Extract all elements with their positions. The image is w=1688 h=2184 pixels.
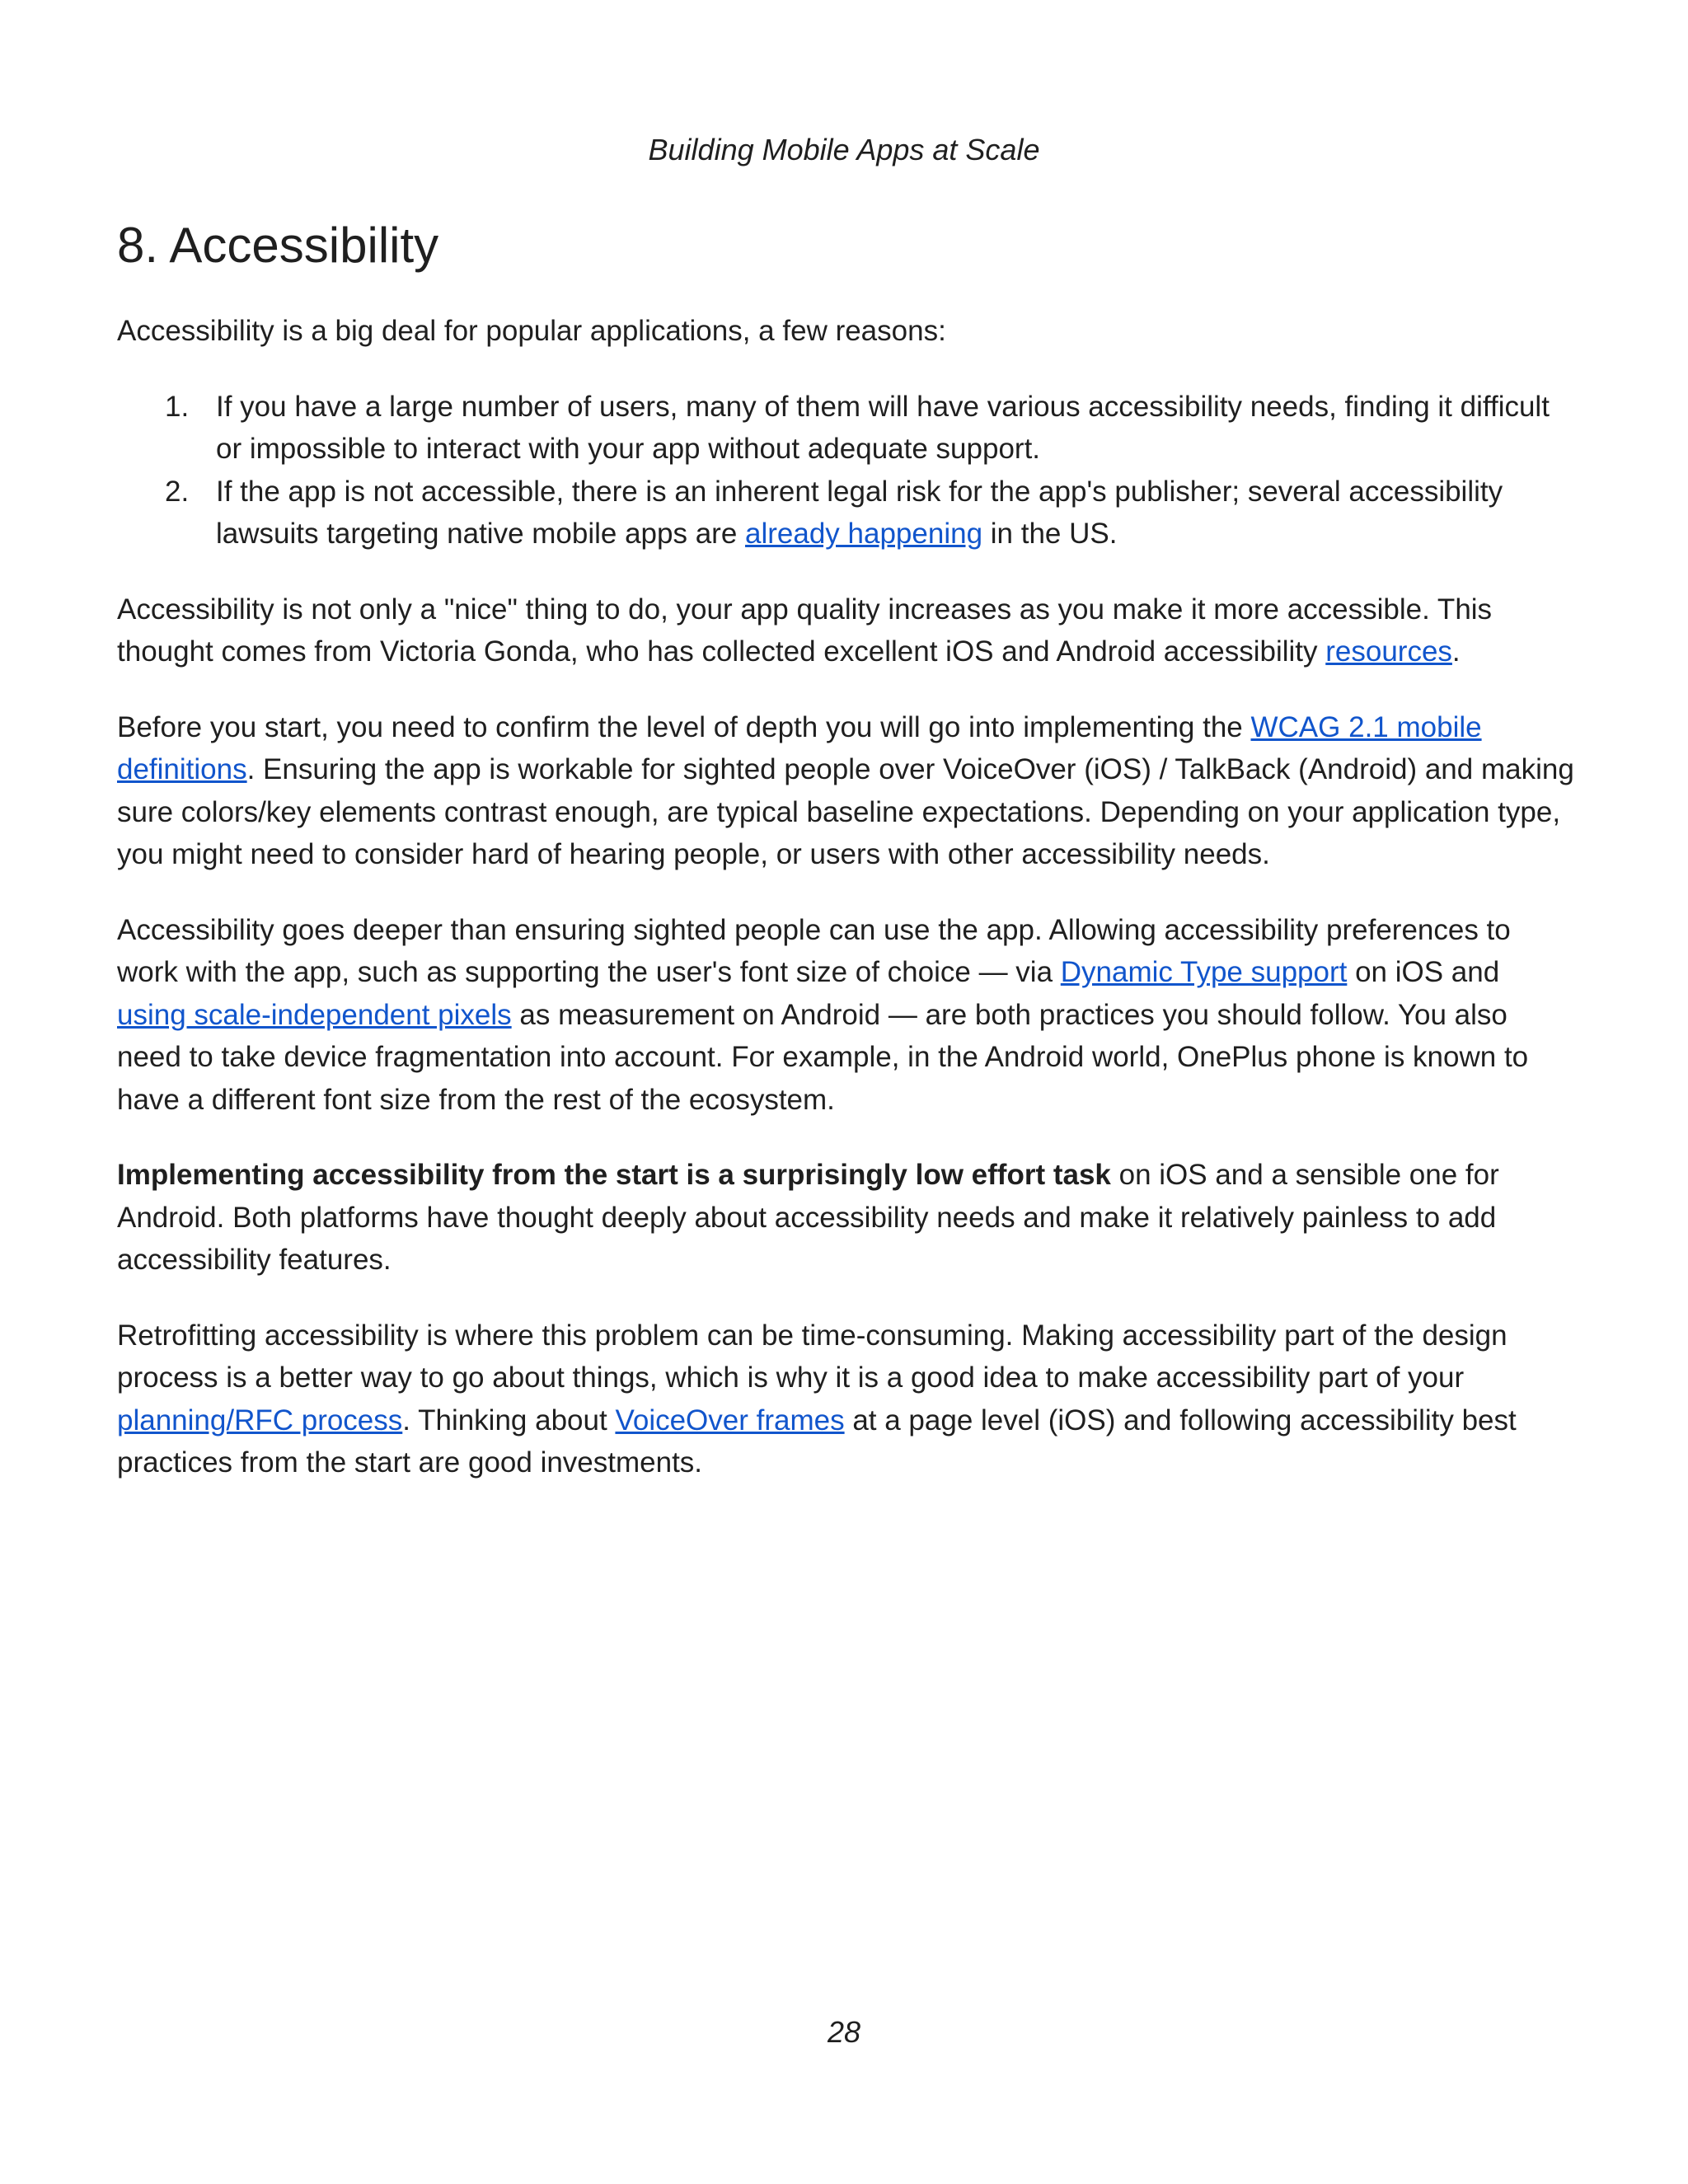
- paragraph-text: as measurement on Android — are both practices you should follow. You also need to take device fragmentation into account. For example, in the Android world, OnePlus phone is known to have a different font size from the rest of the ecosystem.: [117, 998, 1529, 1116]
- link-dynamic-type-support[interactable]: Dynamic Type support: [1060, 956, 1348, 988]
- link-already-happening[interactable]: already happening: [745, 518, 983, 550]
- chapter-title: 8. Accessibility: [117, 218, 439, 273]
- list-item-text: If the app is not accessible, there is an inherent legal risk for the app's publisher; several accessibility lawsuits targeting native mobile apps are: [216, 475, 1503, 550]
- link-wcag-definitions[interactable]: WCAG 2.1 mobile definitions: [117, 710, 1482, 785]
- paragraph-text: .: [1451, 635, 1461, 668]
- page-content: [117, 213, 1574, 1517]
- intro-paragraph: Accessibility is a big deal for popular applications, a few reasons:: [117, 315, 946, 347]
- paragraph-text: Retrofitting accessibility is where this problem can be time-consuming. Making accessibility part of the design process is a better way to go about things, which is why it is a good idea to make accessibility part of your: [117, 1319, 1507, 1394]
- paragraph-text: Before you start, you need to confirm the level of depth you will go into implementing the: [117, 710, 1251, 743]
- paragraph-bold-lead: Implementing accessibility from the start is a surprisingly low effort task: [117, 1159, 1111, 1191]
- paragraph-quality: [117, 588, 1574, 673]
- link-scale-independent-pixels[interactable]: using scale-independent pixels: [117, 998, 512, 1031]
- list-item-text: If you have a large number of users, many of them will have various accessibility needs, finding it difficult or impossible to interact with your app without adequate support.: [216, 390, 1550, 465]
- running-header: Building Mobile Apps at Scale: [648, 133, 1040, 166]
- paragraph-effort: [117, 1154, 1574, 1282]
- paragraph-text: . Thinking about: [402, 1404, 616, 1436]
- link-voiceover-frames[interactable]: VoiceOver frames: [615, 1404, 845, 1436]
- list-item: [117, 386, 1574, 471]
- paragraph-text: on iOS and: [1347, 956, 1500, 988]
- paragraph-text: on iOS and a sensible one for Android. Both platforms have thought deeply about accessibility needs and make it relatively painless to add accessibility features.: [117, 1159, 1499, 1276]
- paragraph-text: Accessibility is not only a "nice" thing to do, your app quality increases as you make it more accessible. This thought comes from Victoria Gonda, who has collected excellent iOS and Android accessibility: [117, 593, 1493, 668]
- list-item-number: 2.: [165, 475, 190, 508]
- list-item-number: 1.: [165, 390, 190, 423]
- paragraph-wcag: [117, 706, 1574, 876]
- paragraph-text: . Ensuring the app is workable for sighted people over VoiceOver (iOS) / TalkBack (Android) and making sure colors/key elements contrast enough, are typical baseline expectations. Depending on your application type, you might need to consider hard of hearing people, or users with other accessibility needs.: [117, 753, 1574, 870]
- link-resources[interactable]: resources: [1325, 635, 1452, 668]
- list-item: [117, 471, 1574, 555]
- page-number: 28: [827, 2015, 861, 2049]
- paragraph-text: at a page level (iOS) and following accessibility best practices from the start are good investments.: [117, 1404, 1517, 1479]
- link-planning-rfc-process[interactable]: planning/RFC process: [117, 1404, 403, 1436]
- list-item-text: in the US.: [982, 518, 1118, 550]
- reasons-list: [117, 386, 1574, 555]
- paragraph-deeper: [117, 909, 1574, 1122]
- paragraph-text: Accessibility goes deeper than ensuring sighted people can use the app. Allowing accessibility preferences to work with the app, such as supporting the user's font size of choice — via: [117, 913, 1511, 988]
- paragraph-retrofit: [117, 1315, 1574, 1484]
